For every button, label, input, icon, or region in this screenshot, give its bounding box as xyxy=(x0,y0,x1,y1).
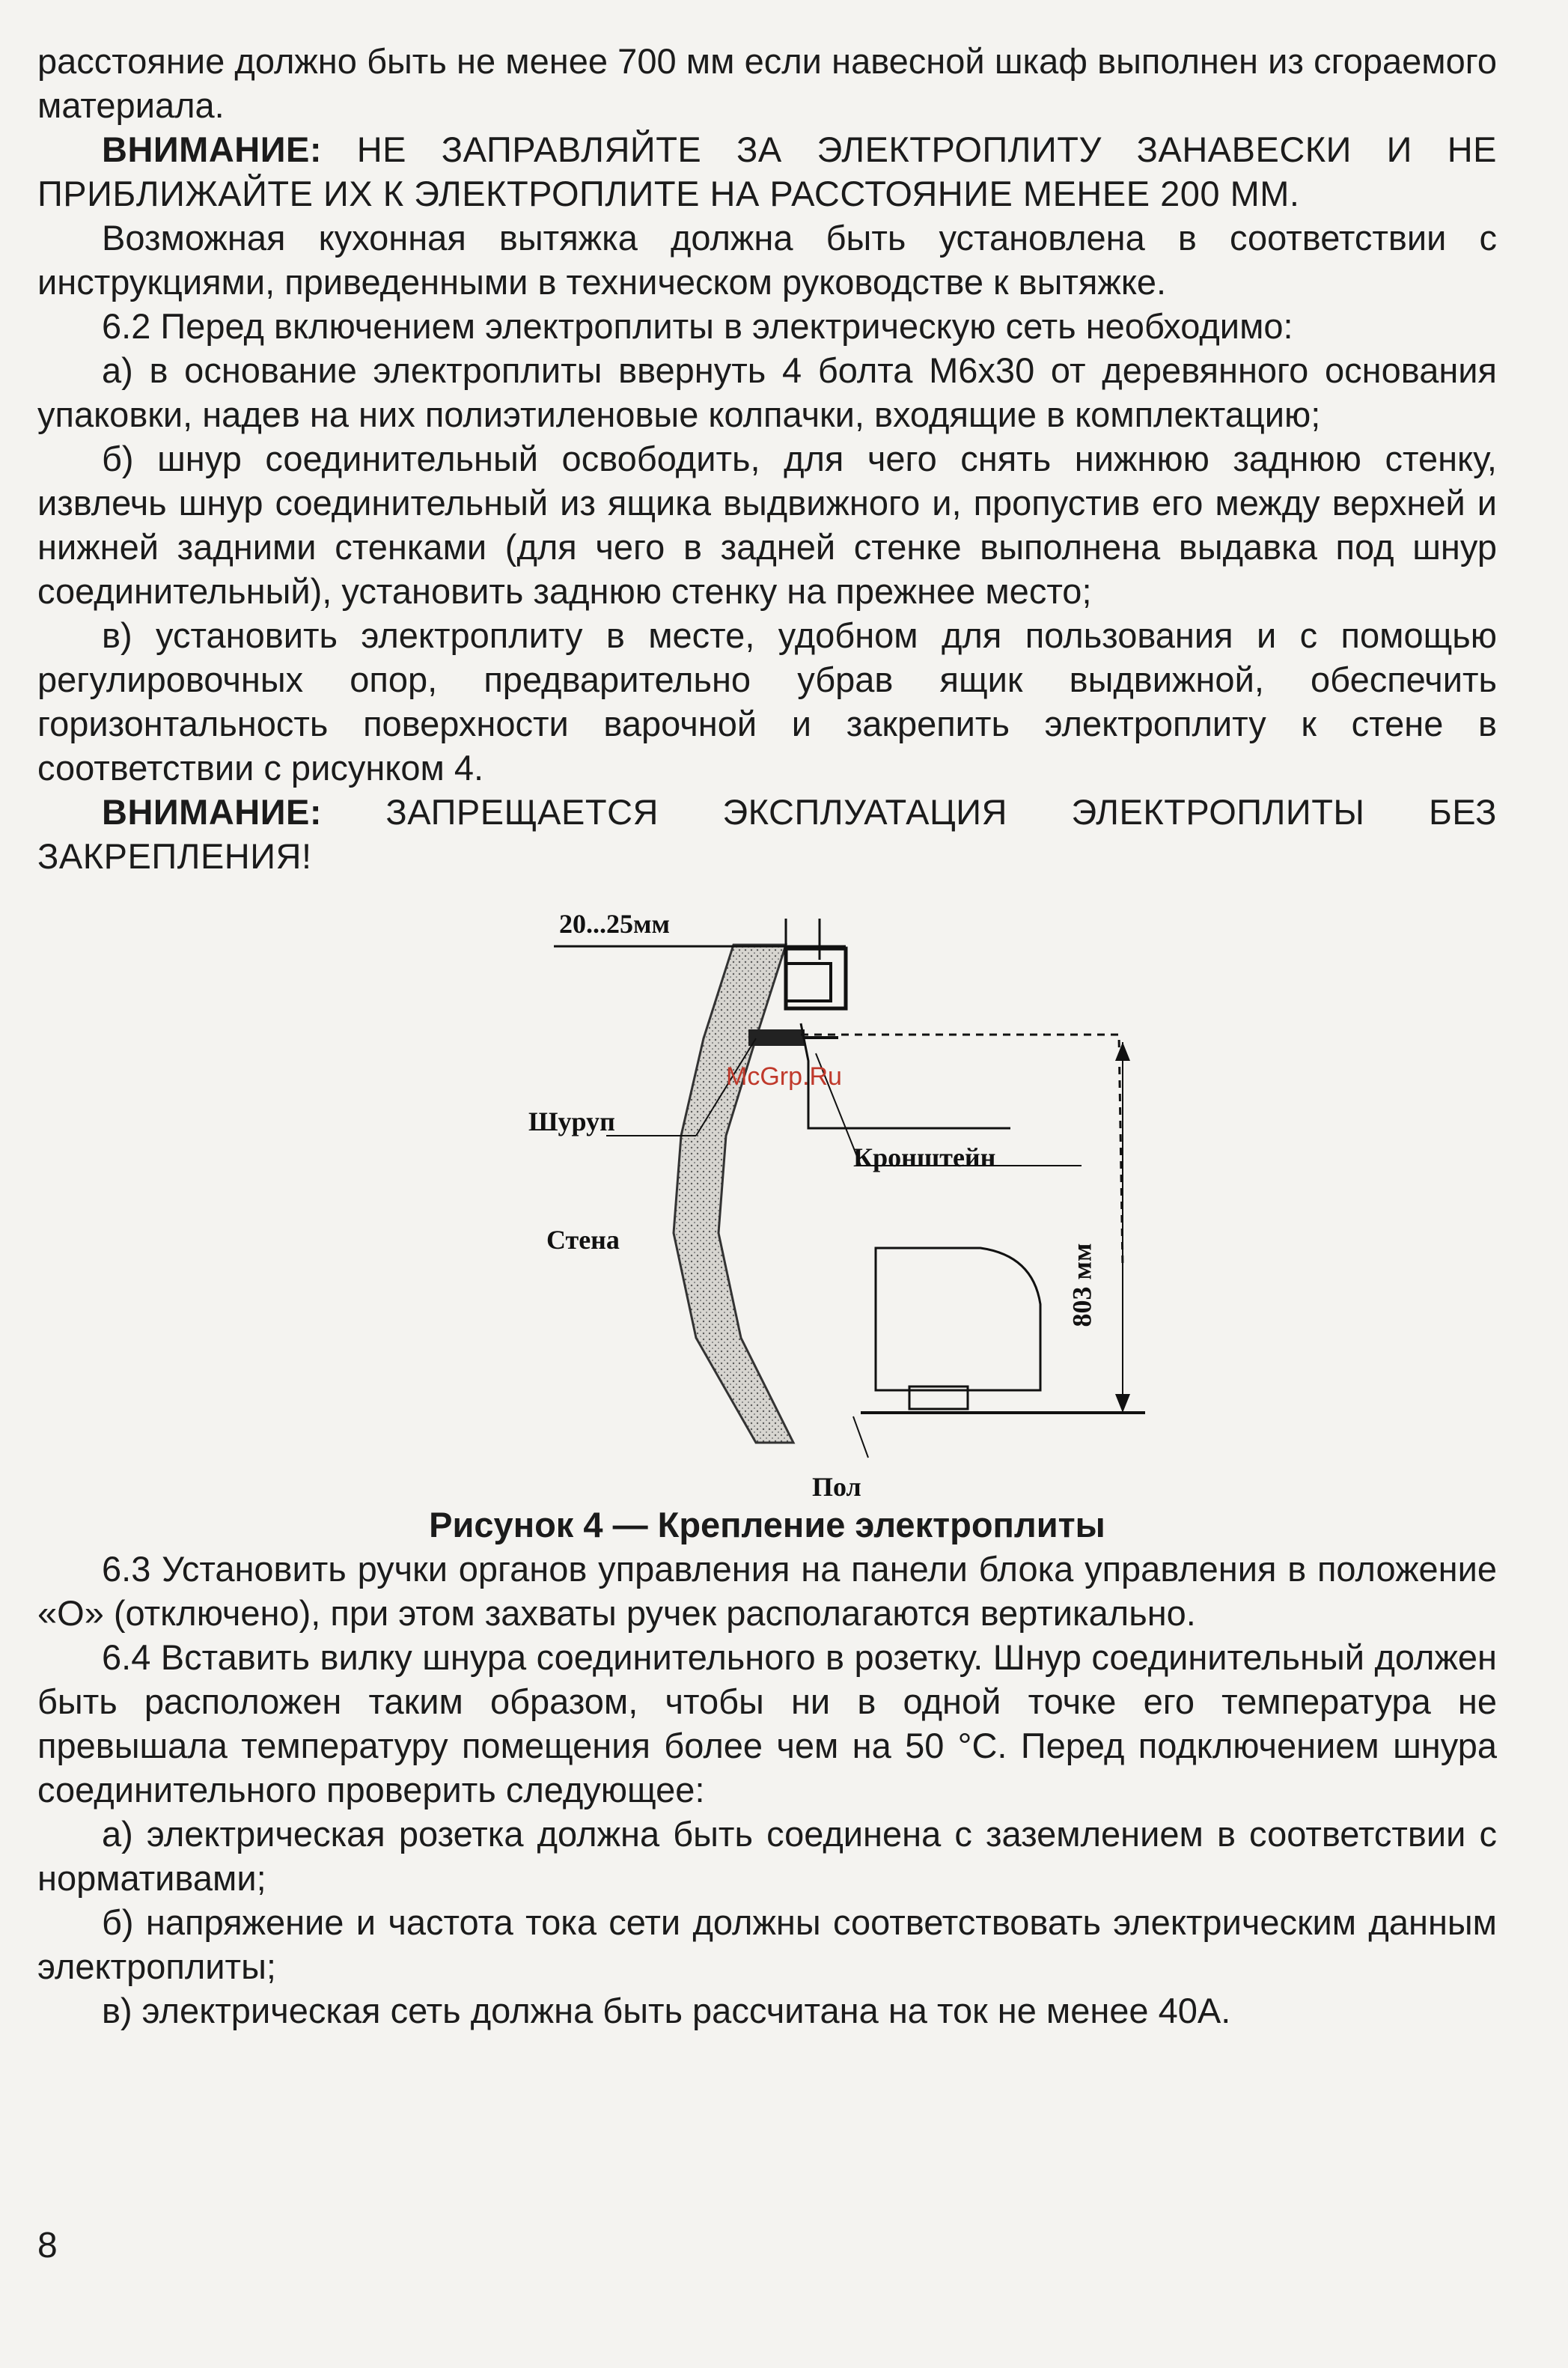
figure-caption: Рисунок 4 — Крепление электроплиты xyxy=(429,1505,1105,1544)
gap-label: 20...25мм xyxy=(559,909,671,939)
paragraph-6-4-b: б) напряжение и частота тока сети должны соответствовать электрическим данным электроплиты; xyxy=(37,1902,1497,1986)
paragraph-6-2-a: а) в основание электроплиты ввернуть 4 болта М6х30 от деревянного основания упаковки, надев на них полиэтиленовые колпачки, входящие в комплектацию; xyxy=(37,350,1497,434)
watermark: McGrp.Ru xyxy=(726,1062,842,1091)
height-label: 803 мм xyxy=(1067,1243,1097,1327)
paragraph-6-4: 6.4 Вставить вилку шнура соединительного в розетку. Шнур соединительный должен быть расположен таким образом, чтобы ни в одной точке его температура не превышала температуру помещения более чем на 50 °С. Перед подключением шнура соединительного проверить следующее: xyxy=(37,1637,1497,1810)
screw-shape xyxy=(748,1029,805,1046)
floor-label: Пол xyxy=(812,1472,861,1502)
paragraph-6-3: 6.3 Установить ручки органов управления на панели блока управления в положение «О» (отключено), при этом захваты ручек располагаются вертикально. xyxy=(37,1549,1497,1633)
document-page xyxy=(37,39,1497,2033)
paragraph-6-2: 6.2 Перед включением электроплиты в электрическую сеть необходимо: xyxy=(102,306,1293,346)
warning-label: ВНИМАНИЕ: xyxy=(102,130,322,169)
warning-label: ВНИМАНИЕ: xyxy=(102,792,322,832)
wall-shape xyxy=(674,945,793,1443)
paragraph-6-2-c: в) установить электроплиту в месте, удобном для пользования и с помощью регулировочных опор, предварительно убрав ящик выдвижной, обеспечить горизонтальность поверхности варочной и закрепить электроплиту к стене в соответствии с рисунком 4. xyxy=(37,615,1497,788)
paragraph-hood: Возможная кухонная вытяжка должна быть установлена в соответствии с инструкциями, приведенными в техническом руководстве к вытяжке. xyxy=(37,218,1497,302)
figure-4 xyxy=(37,889,1497,1503)
warning-fixing xyxy=(37,790,1497,878)
paragraph-6-4-c: в) электрическая сеть должна быть рассчитана на ток не менее 40А. xyxy=(102,1991,1231,2030)
warning-text: НЕ ЗАПРАВЛЯЙТЕ ЗА ЭЛЕКТРОПЛИТУ ЗАНАВЕСКИ И НЕ ПРИБЛИЖАЙТЕ ИХ К ЭЛЕКТРОПЛИТЕ НА РАССТОЯНИЕ МЕНЕЕ 200 ММ. xyxy=(37,130,1497,213)
paragraph-6-4-a: а) электрическая розетка должна быть соединена с заземлением в соответствии с нормативами; xyxy=(37,1814,1497,1898)
warning-text: ЗАПРЕЩАЕТСЯ ЭКСПЛУАТАЦИЯ ЭЛЕКТРОПЛИТЫ БЕЗ ЗАКРЕПЛЕНИЯ! xyxy=(37,792,1497,876)
screw-label: Шуруп xyxy=(528,1107,615,1136)
page-number: 8 xyxy=(37,2226,58,2265)
warning-curtains xyxy=(37,127,1497,216)
wall-label: Стена xyxy=(546,1225,620,1255)
paragraph-p1: расстояние должно быть не менее 700 мм если навесной шкаф выполнен из сгораемого материала. xyxy=(37,41,1497,125)
paragraph-6-2-b: б) шнур соединительный освободить, для чего снять нижнюю заднюю стенку, извлечь шнур соединительный из ящика выдвижного и, пропустив его между верхней и нижней задними стенками (для чего в задней стенке выполнена выдавка под шнур соединительный), установить заднюю стенку на прежнее место; xyxy=(37,439,1497,611)
mounting-diagram xyxy=(37,889,1497,1503)
bracket-label: Кронштейн xyxy=(853,1142,996,1172)
